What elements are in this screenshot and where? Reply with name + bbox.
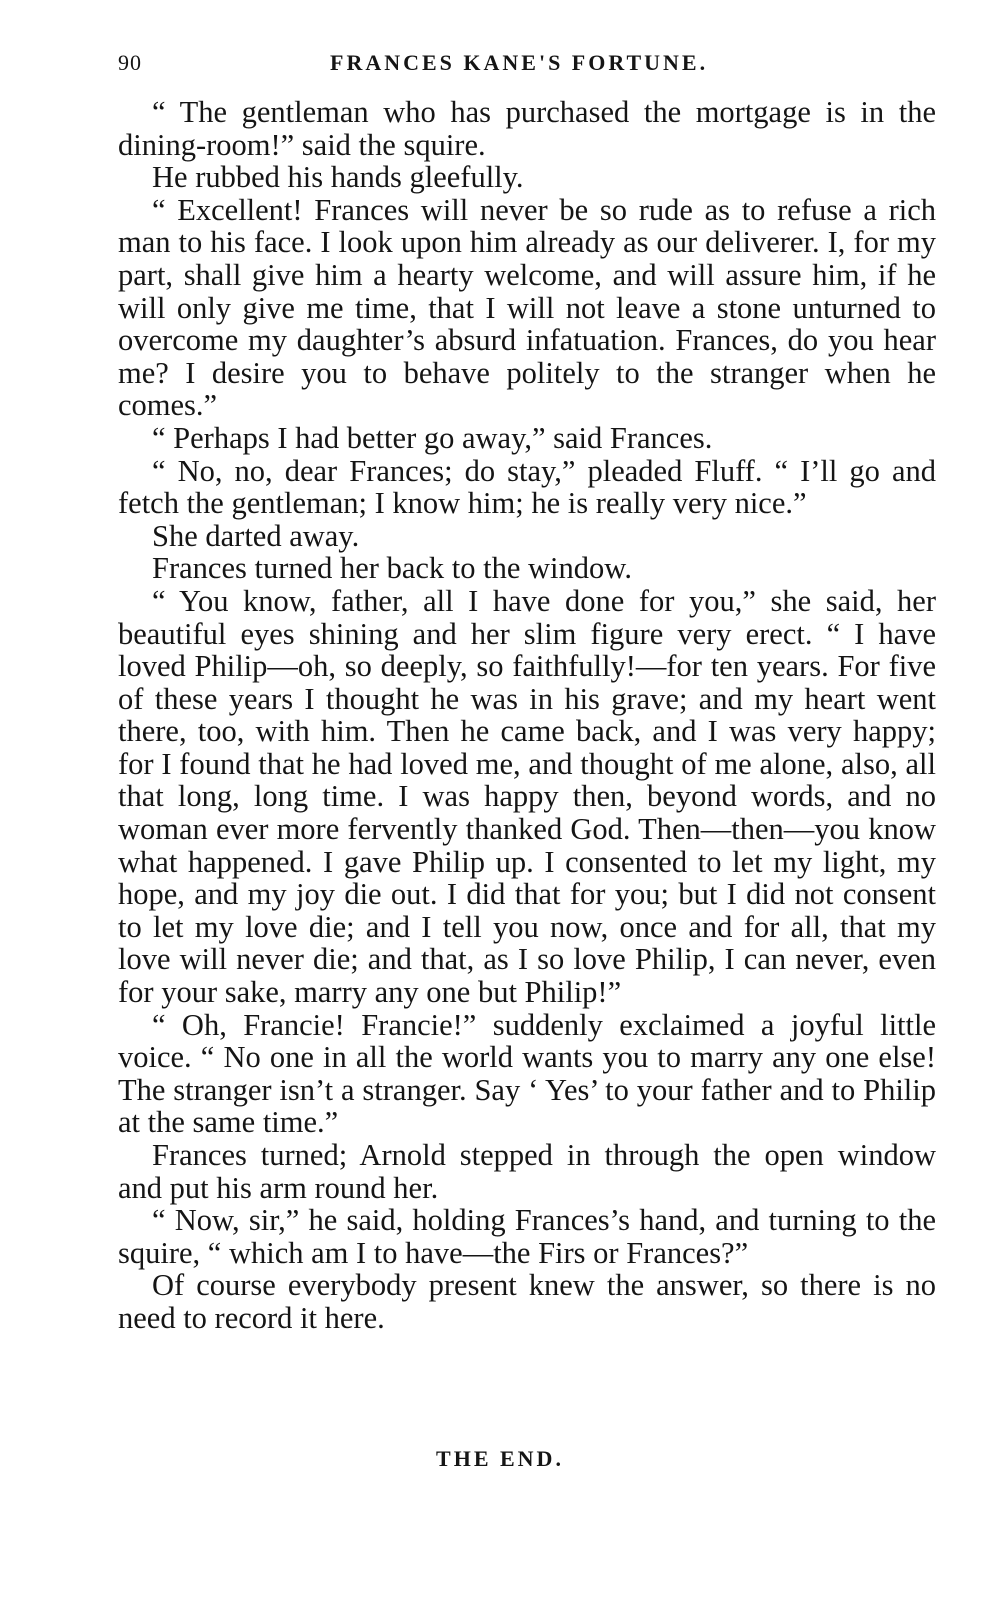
paragraph: “ Now, sir,” he said, holding Frances’s hand, and turning to the squire, “ which am I to have—the Firs or Frances?” <box>118 1203 936 1270</box>
paragraph: She darted away. <box>152 518 360 553</box>
paragraph: “ Oh, Francie! Francie!” suddenly exclaimed a joyful little voice. “ No one in all the world wants you to marry any one else! The stranger isn’t a stranger. Say ‘ Yes’ to your father and to Philip at the same time.” <box>118 1007 936 1140</box>
paragraph: He rubbed his hands gleefully. <box>152 160 524 195</box>
paragraph: Frances turned her back to the window. <box>152 551 632 586</box>
body-text <box>118 96 936 1335</box>
paragraph: “ Perhaps I had better go away,” said Frances. <box>152 420 713 455</box>
paragraph: Frances turned; Arnold stepped in through the open window and put his arm round her. <box>118 1138 936 1205</box>
paragraph: “ No, no, dear Frances; do stay,” pleaded Fluff. “ I’ll go and fetch the gentleman; I know him; he is really very nice.” <box>118 453 936 521</box>
paragraph: “ You know, father, all I have done for you,” she said, her beautiful eyes shining and her slim figure very erect. “ I have loved Philip—oh, so deeply, so faithfully!—for ten years. For five of these years I thought he was in his grave; and my heart went there, too, with him. Then he came back, and I was very happy; for I found that he had loved me, and thought of me alone, also, all that long, long time. I was happy then, beyond words, and no woman ever more fervently thanked God. Then—then—you know what happened. I gave Philip up. I consented to let my light, my hope, and my joy die out. I did that for you; but I did not consent to let my love die; and I tell you now, once and for all, that my love will never die; and that, as I so love Philip, I can never, even for your sake, marry any one but Philip!” <box>118 583 936 1010</box>
running-head <box>118 46 940 80</box>
end-label: THE END. <box>436 1446 564 1471</box>
page-number: 90 <box>118 50 142 75</box>
paragraph: “ Excellent! Frances will never be so rude as to refuse a rich man to his face. I look upon him already as our deliverer. I, for my part, shall give him a hearty welcome, and will assure him, if he will only give me time, that I will not leave a stone unturned to overcome my daughter’s absurd infatuation. Frances, do you hear me? I desire you to behave politely to the stranger when he comes.” <box>118 192 936 423</box>
paragraph: “ The gentleman who has purchased the mortgage is in the dining-room!” said the squire. <box>118 95 936 162</box>
running-title: FRANCES KANE'S FORTUNE. <box>330 50 709 75</box>
paragraph: Of course everybody present knew the answer, so there is no need to record it here. <box>118 1268 936 1335</box>
